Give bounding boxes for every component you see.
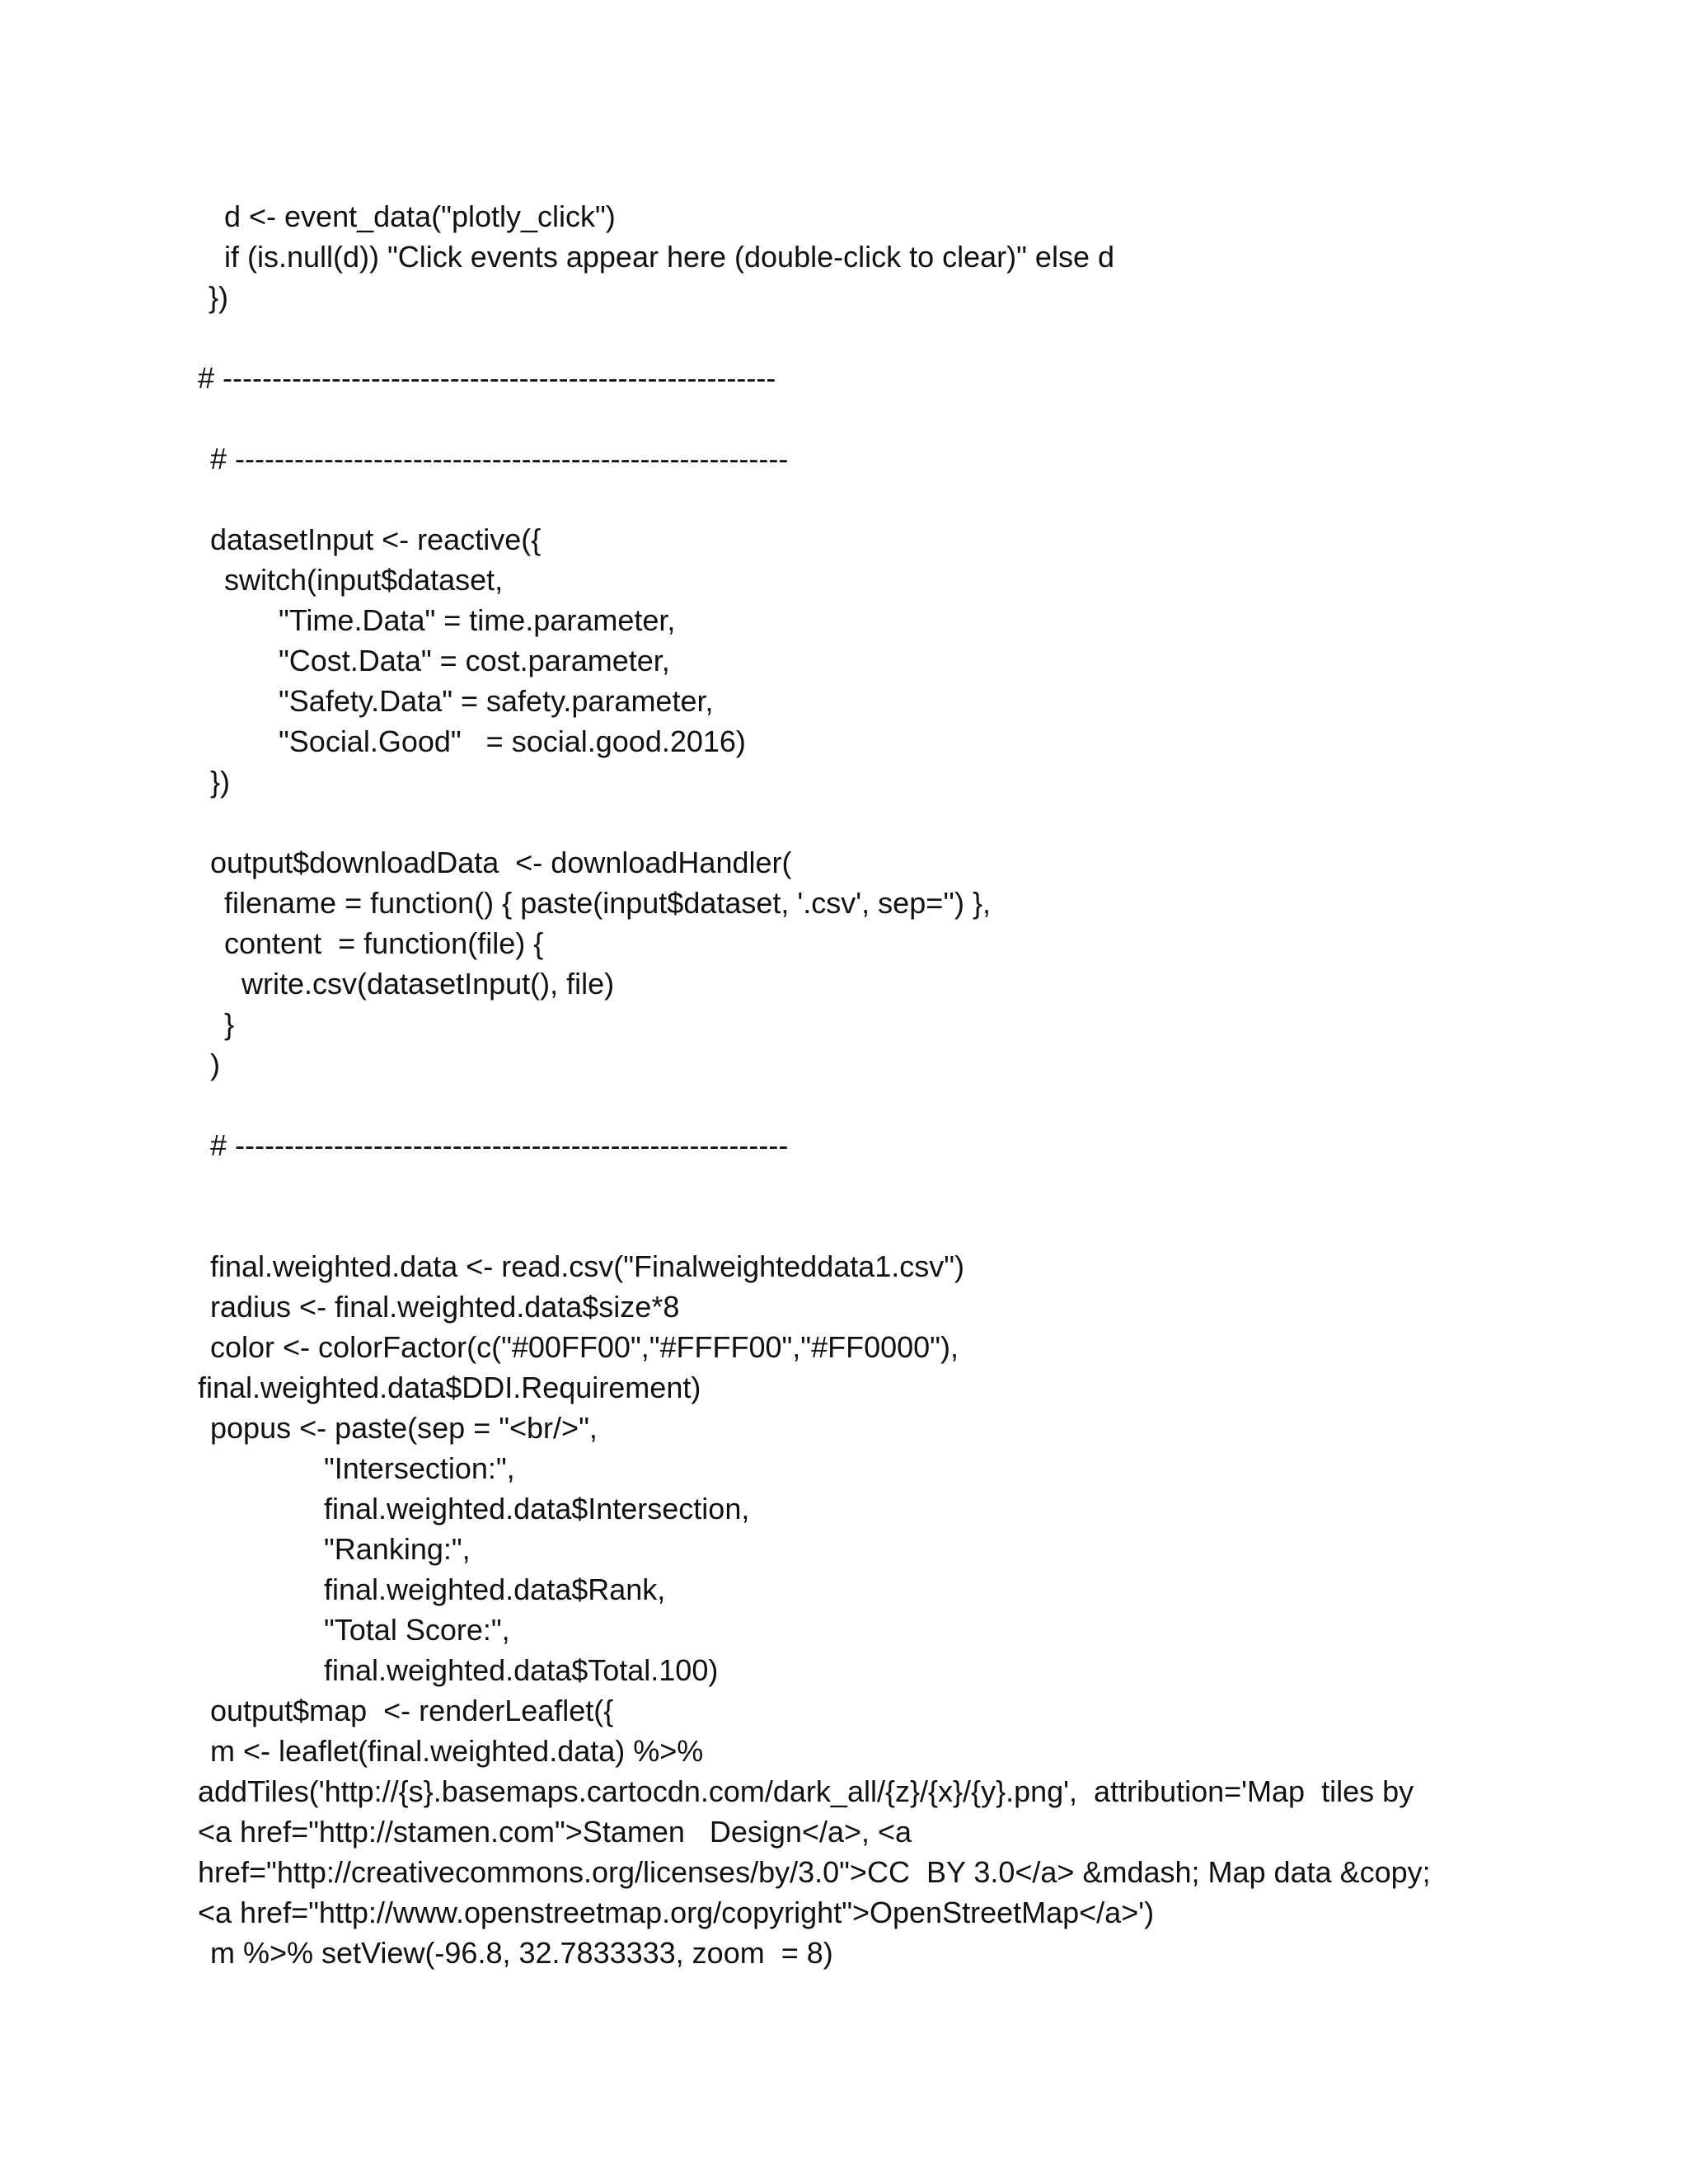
code-line: ) (210, 1047, 220, 1081)
code-line: "Ranking:", (324, 1532, 471, 1566)
code-line: filename = function() { paste(input$dataset, '.csv', sep='') }, (224, 886, 992, 920)
code-line: d <- event_data("plotly_click") (224, 199, 616, 233)
code-line: final.weighted.data <- read.csv("Finalweighteddata1.csv") (210, 1249, 965, 1283)
code-line: "Intersection:", (324, 1451, 515, 1485)
code-line: write.csv(datasetInput(), file) (241, 967, 615, 1001)
code-line: output$downloadData <- downloadHandler( (210, 846, 792, 879)
code-line: # -------------------------------------------------------- (210, 442, 789, 476)
code-line: if (is.null(d)) "Click events appear here (double-click to clear)" else d (224, 240, 1114, 274)
code-line: href="http://creativecommons.org/licenses/by/3.0">CC BY 3.0</a> &mdash; Map data &copy; (198, 1855, 1431, 1889)
code-line: # -------------------------------------------------------- (198, 361, 776, 395)
code-line: popus <- paste(sep = "<br/>", (210, 1411, 598, 1445)
code-line: }) (209, 280, 229, 314)
code-line: } (224, 1007, 235, 1041)
code-line: <a href="http://www.openstreetmap.org/copyright">OpenStreetMap</a>') (198, 1896, 1155, 1929)
code-line: # -------------------------------------------------------- (210, 1128, 789, 1162)
code-line: switch(input$dataset, (224, 563, 504, 597)
code-line: }) (210, 765, 231, 799)
code-line: "Time.Data" = time.parameter, (279, 603, 676, 637)
code-line: addTiles('http://{s}.basemaps.cartocdn.com/dark_all/{z}/{x}/{y}.png', attribution='Map tiles by (198, 1774, 1414, 1808)
code-line: datasetInput <- reactive({ (210, 523, 542, 556)
code-line: m <- leaflet(final.weighted.data) %>% (210, 1734, 704, 1768)
code-line: final.weighted.data$DDI.Requirement) (198, 1371, 701, 1404)
code-line: m %>% setView(-96.8, 32.7833333, zoom = 8) (210, 1936, 833, 1970)
code-line: "Cost.Data" = cost.parameter, (279, 644, 670, 677)
code-line: "Social.Good" = social.good.2016) (279, 724, 746, 758)
code-line: final.weighted.data$Total.100) (324, 1653, 719, 1687)
code-line: final.weighted.data$Rank, (324, 1572, 666, 1606)
code-line: color <- colorFactor(c("#00FF00","#FFFF00","#FF0000"), (210, 1330, 959, 1364)
code-line: final.weighted.data$Intersection, (324, 1492, 750, 1526)
code-line: "Safety.Data" = safety.parameter, (279, 684, 714, 718)
code-line: radius <- final.weighted.data$size*8 (210, 1290, 680, 1324)
code-line: output$map <- renderLeaflet({ (210, 1694, 614, 1727)
code-line: "Total Score:", (324, 1613, 510, 1647)
code-line: <a href="http://stamen.com">Stamen Design</a>, <a (198, 1815, 912, 1849)
code-line: content = function(file) { (224, 926, 544, 960)
